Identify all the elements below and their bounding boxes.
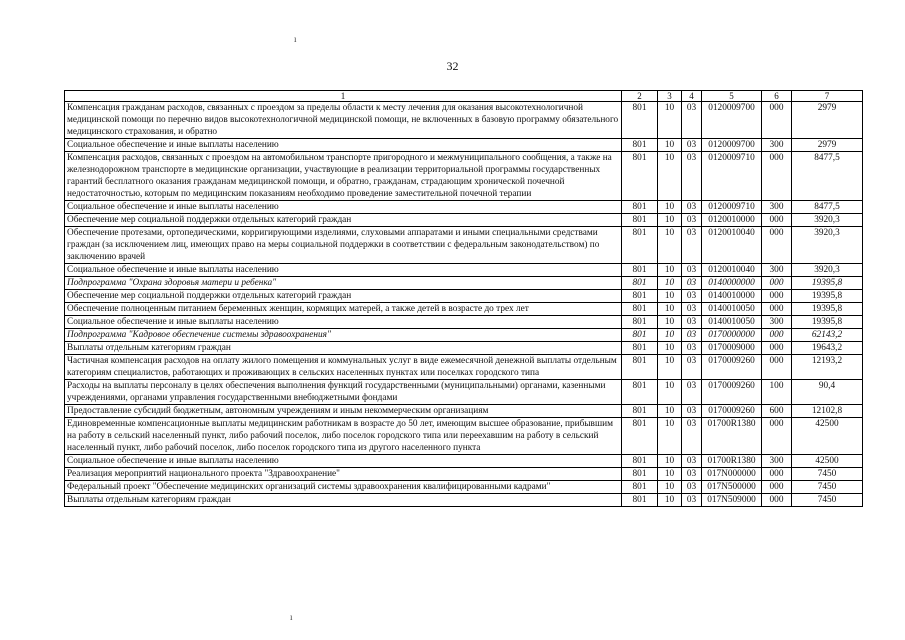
page-number: 32	[446, 59, 459, 73]
cell-amount: 12193,2	[792, 355, 863, 380]
cell-target-article: 01700R1380	[702, 418, 762, 455]
cell-amount: 19395,8	[792, 290, 863, 303]
cell-target-article: 0140000000	[702, 277, 762, 290]
cell-target-article: 0120009710	[702, 201, 762, 214]
cell-section: 10	[658, 494, 682, 507]
cell-section: 10	[658, 214, 682, 227]
cell-subsection: 03	[682, 455, 702, 468]
cell-amount: 7450	[792, 468, 863, 481]
cell-ministry-code: 801	[622, 405, 658, 418]
cell-expense-type: 000	[762, 152, 792, 201]
cell-ministry-code: 801	[622, 227, 658, 264]
cell-section: 10	[658, 303, 682, 316]
cell-section: 10	[658, 277, 682, 290]
cell-subsection: 03	[682, 494, 702, 507]
cell-ministry-code: 801	[622, 152, 658, 201]
cell-amount: 2979	[792, 139, 863, 152]
cell-expense-type: 000	[762, 355, 792, 380]
cell-ministry-code: 801	[622, 329, 658, 342]
cell-ministry-code: 801	[622, 481, 658, 494]
budget-table	[64, 90, 863, 507]
cell-name: Частичная компенсация расходов на оплату жилого помещения и коммунальных услуг в виде ежемесячной денежной выплаты отдельным категориям специалистов, работающих и проживающих в сельских населенных пунктах или поселках городского типа	[65, 355, 622, 380]
cell-name: Единовременные компенсационные выплаты медицинским работникам в возрасте до 50 лет, имеющим высшее образование, прибывшим на работу в сельский населенный пункт, либо рабочий поселок, либо поселок городского типа или переехавшим на работу в сельский населенный пункт, либо рабочий поселок, либо поселок городского типа из другого населенного пункта	[65, 418, 622, 455]
cell-name: Социальное обеспечение и иные выплаты населению	[65, 139, 622, 152]
table-row	[65, 329, 863, 342]
cell-amount: 8477,5	[792, 201, 863, 214]
cell-section: 10	[658, 316, 682, 329]
cell-subsection: 03	[682, 418, 702, 455]
table-row	[65, 468, 863, 481]
cell-section: 10	[658, 329, 682, 342]
cell-subsection: 03	[682, 380, 702, 405]
scan-mark-top: ı	[294, 34, 297, 44]
cell-target-article: 017N000000	[702, 468, 762, 481]
cell-subsection: 03	[682, 290, 702, 303]
scan-mark-bottom: ı	[290, 612, 293, 622]
cell-section: 10	[658, 455, 682, 468]
header-col-7: 7	[792, 91, 863, 102]
cell-ministry-code: 801	[622, 494, 658, 507]
cell-section: 10	[658, 468, 682, 481]
cell-name: Федеральный проект "Обеспечение медицинских организаций системы здравоохранения квалифицированными кадрами"	[65, 481, 622, 494]
cell-name: Компенсация расходов, связанных с проездом на автомобильном транспорте пригородного и межмуниципального сообщения, а также на железнодорожном транспорте в медицинские организации, участвующие в реализации территориальной программы государственных гарантий бесплатного оказания гражданам медицинской помощи, и обратно, гражданам, страдающим хронической почечной недостаточностью, которым по медицинским показаниям необходимо проведение заместительной почечной терапии	[65, 152, 622, 201]
cell-subsection: 03	[682, 201, 702, 214]
cell-subsection: 03	[682, 277, 702, 290]
cell-target-article: 0120010040	[702, 227, 762, 264]
cell-name: Обеспечение полноценным питанием беременных женщин, кормящих матерей, а также детей в возрасте до трех лет	[65, 303, 622, 316]
table-row	[65, 139, 863, 152]
cell-target-article: 0120009700	[702, 102, 762, 139]
cell-amount: 19395,8	[792, 303, 863, 316]
cell-amount: 3920,3	[792, 214, 863, 227]
cell-expense-type: 000	[762, 342, 792, 355]
header-col-1: 1	[65, 91, 622, 102]
cell-section: 10	[658, 139, 682, 152]
cell-expense-type: 000	[762, 468, 792, 481]
cell-target-article: 0120009710	[702, 152, 762, 201]
table-header-row	[65, 91, 863, 102]
cell-subsection: 03	[682, 214, 702, 227]
cell-expense-type: 000	[762, 481, 792, 494]
cell-amount: 90,4	[792, 380, 863, 405]
table-row	[65, 316, 863, 329]
cell-name: Обеспечение протезами, ортопедическими, корригирующими изделиями, слуховыми аппаратами и иными специальными средствами граждан (за исключением лиц, имеющих право на меры социальной поддержки в соответствии с федеральным законодательством) по заключению врачей	[65, 227, 622, 264]
cell-target-article: 0170009260	[702, 380, 762, 405]
cell-ministry-code: 801	[622, 303, 658, 316]
cell-expense-type: 600	[762, 405, 792, 418]
cell-section: 10	[658, 264, 682, 277]
cell-target-article: 017N500000	[702, 481, 762, 494]
cell-subsection: 03	[682, 405, 702, 418]
table-row	[65, 152, 863, 201]
header-col-5: 5	[702, 91, 762, 102]
cell-section: 10	[658, 342, 682, 355]
cell-target-article: 01700R1380	[702, 455, 762, 468]
cell-target-article: 0170000000	[702, 329, 762, 342]
table-row	[65, 380, 863, 405]
cell-target-article: 0170009000	[702, 342, 762, 355]
cell-expense-type: 000	[762, 418, 792, 455]
cell-name: Подпрограмма "Кадровое обеспечение системы здравоохранения"	[65, 329, 622, 342]
cell-subsection: 03	[682, 329, 702, 342]
cell-target-article: 0170009260	[702, 355, 762, 380]
cell-section: 10	[658, 405, 682, 418]
cell-expense-type: 000	[762, 102, 792, 139]
cell-name: Предоставление субсидий бюджетным, автономным учреждениям и иным некоммерческим организациям	[65, 405, 622, 418]
cell-section: 10	[658, 380, 682, 405]
cell-target-article: 0120010000	[702, 214, 762, 227]
cell-section: 10	[658, 355, 682, 380]
header-col-6: 6	[762, 91, 792, 102]
cell-name: Выплаты отдельным категориям граждан	[65, 342, 622, 355]
cell-ministry-code: 801	[622, 342, 658, 355]
table-row	[65, 201, 863, 214]
cell-subsection: 03	[682, 139, 702, 152]
table-row	[65, 264, 863, 277]
cell-target-article: 0140010000	[702, 290, 762, 303]
cell-amount: 19643,2	[792, 342, 863, 355]
cell-amount: 12102,8	[792, 405, 863, 418]
cell-amount: 2979	[792, 102, 863, 139]
cell-amount: 3920,3	[792, 227, 863, 264]
table-row	[65, 227, 863, 264]
cell-section: 10	[658, 152, 682, 201]
cell-expense-type: 300	[762, 455, 792, 468]
cell-target-article: 0120010040	[702, 264, 762, 277]
cell-ministry-code: 801	[622, 418, 658, 455]
cell-section: 10	[658, 102, 682, 139]
cell-name: Обеспечение мер социальной поддержки отдельных категорий граждан	[65, 290, 622, 303]
cell-subsection: 03	[682, 481, 702, 494]
cell-subsection: 03	[682, 102, 702, 139]
cell-expense-type: 300	[762, 316, 792, 329]
cell-name: Социальное обеспечение и иные выплаты населению	[65, 316, 622, 329]
cell-target-article: 0120009700	[702, 139, 762, 152]
header-col-4: 4	[682, 91, 702, 102]
cell-expense-type: 100	[762, 380, 792, 405]
table-row	[65, 214, 863, 227]
cell-name: Расходы на выплаты персоналу в целях обеспечения выполнения функций государственными (муниципальными) органами, казенными учреждениями, органами управления государственными внебюджетными фондами	[65, 380, 622, 405]
cell-amount: 7450	[792, 481, 863, 494]
cell-ministry-code: 801	[622, 290, 658, 303]
table-row	[65, 102, 863, 139]
cell-name: Выплаты отдельным категориям граждан	[65, 494, 622, 507]
table-row	[65, 290, 863, 303]
cell-ministry-code: 801	[622, 214, 658, 227]
cell-amount: 3920,3	[792, 264, 863, 277]
cell-section: 10	[658, 201, 682, 214]
cell-ministry-code: 801	[622, 468, 658, 481]
cell-amount: 19395,8	[792, 277, 863, 290]
cell-section: 10	[658, 290, 682, 303]
cell-ministry-code: 801	[622, 380, 658, 405]
cell-amount: 62143,2	[792, 329, 863, 342]
cell-subsection: 03	[682, 342, 702, 355]
cell-amount: 7450	[792, 494, 863, 507]
table-row	[65, 418, 863, 455]
cell-ministry-code: 801	[622, 455, 658, 468]
cell-target-article: 0140010050	[702, 303, 762, 316]
cell-ministry-code: 801	[622, 277, 658, 290]
cell-target-article: 0140010050	[702, 316, 762, 329]
cell-ministry-code: 801	[622, 316, 658, 329]
cell-section: 10	[658, 418, 682, 455]
cell-target-article: 017N509000	[702, 494, 762, 507]
cell-name: Реализация мероприятий национального проекта "Здравоохранение"	[65, 468, 622, 481]
cell-amount: 42500	[792, 418, 863, 455]
cell-section: 10	[658, 481, 682, 494]
cell-subsection: 03	[682, 355, 702, 380]
cell-expense-type: 000	[762, 290, 792, 303]
cell-expense-type: 000	[762, 277, 792, 290]
cell-subsection: 03	[682, 303, 702, 316]
cell-amount: 19395,8	[792, 316, 863, 329]
cell-subsection: 03	[682, 227, 702, 264]
cell-name: Компенсация гражданам расходов, связанных с проездом за пределы области к месту лечения для оказания высокотехнологичной медицинской помощи по перечню видов высокотехнологичной медицинской помощи, не включенных в базовую программу обязательного медицинского страхования, и обратно	[65, 102, 622, 139]
cell-name: Подпрограмма "Охрана здоровья матери и ребенка"	[65, 277, 622, 290]
table-row	[65, 342, 863, 355]
cell-expense-type: 300	[762, 139, 792, 152]
table-row	[65, 303, 863, 316]
cell-name: Социальное обеспечение и иные выплаты населению	[65, 455, 622, 468]
table-row	[65, 455, 863, 468]
table-row	[65, 277, 863, 290]
cell-expense-type: 000	[762, 494, 792, 507]
cell-ministry-code: 801	[622, 139, 658, 152]
cell-expense-type: 000	[762, 214, 792, 227]
cell-subsection: 03	[682, 316, 702, 329]
cell-amount: 8477,5	[792, 152, 863, 201]
cell-ministry-code: 801	[622, 355, 658, 380]
cell-ministry-code: 801	[622, 102, 658, 139]
cell-section: 10	[658, 227, 682, 264]
header-col-2: 2	[622, 91, 658, 102]
cell-name: Социальное обеспечение и иные выплаты населению	[65, 264, 622, 277]
table-row	[65, 355, 863, 380]
cell-ministry-code: 801	[622, 201, 658, 214]
cell-subsection: 03	[682, 264, 702, 277]
cell-expense-type: 300	[762, 201, 792, 214]
cell-amount: 42500	[792, 455, 863, 468]
header-col-3: 3	[658, 91, 682, 102]
cell-subsection: 03	[682, 468, 702, 481]
table-row	[65, 481, 863, 494]
cell-target-article: 0170009260	[702, 405, 762, 418]
table-body	[65, 102, 863, 507]
cell-name: Обеспечение мер социальной поддержки отдельных категорий граждан	[65, 214, 622, 227]
cell-ministry-code: 801	[622, 264, 658, 277]
cell-name: Социальное обеспечение и иные выплаты населению	[65, 201, 622, 214]
table-row	[65, 494, 863, 507]
cell-expense-type: 000	[762, 303, 792, 316]
table-row	[65, 405, 863, 418]
cell-expense-type: 000	[762, 227, 792, 264]
cell-expense-type: 300	[762, 264, 792, 277]
cell-subsection: 03	[682, 152, 702, 201]
cell-expense-type: 000	[762, 329, 792, 342]
